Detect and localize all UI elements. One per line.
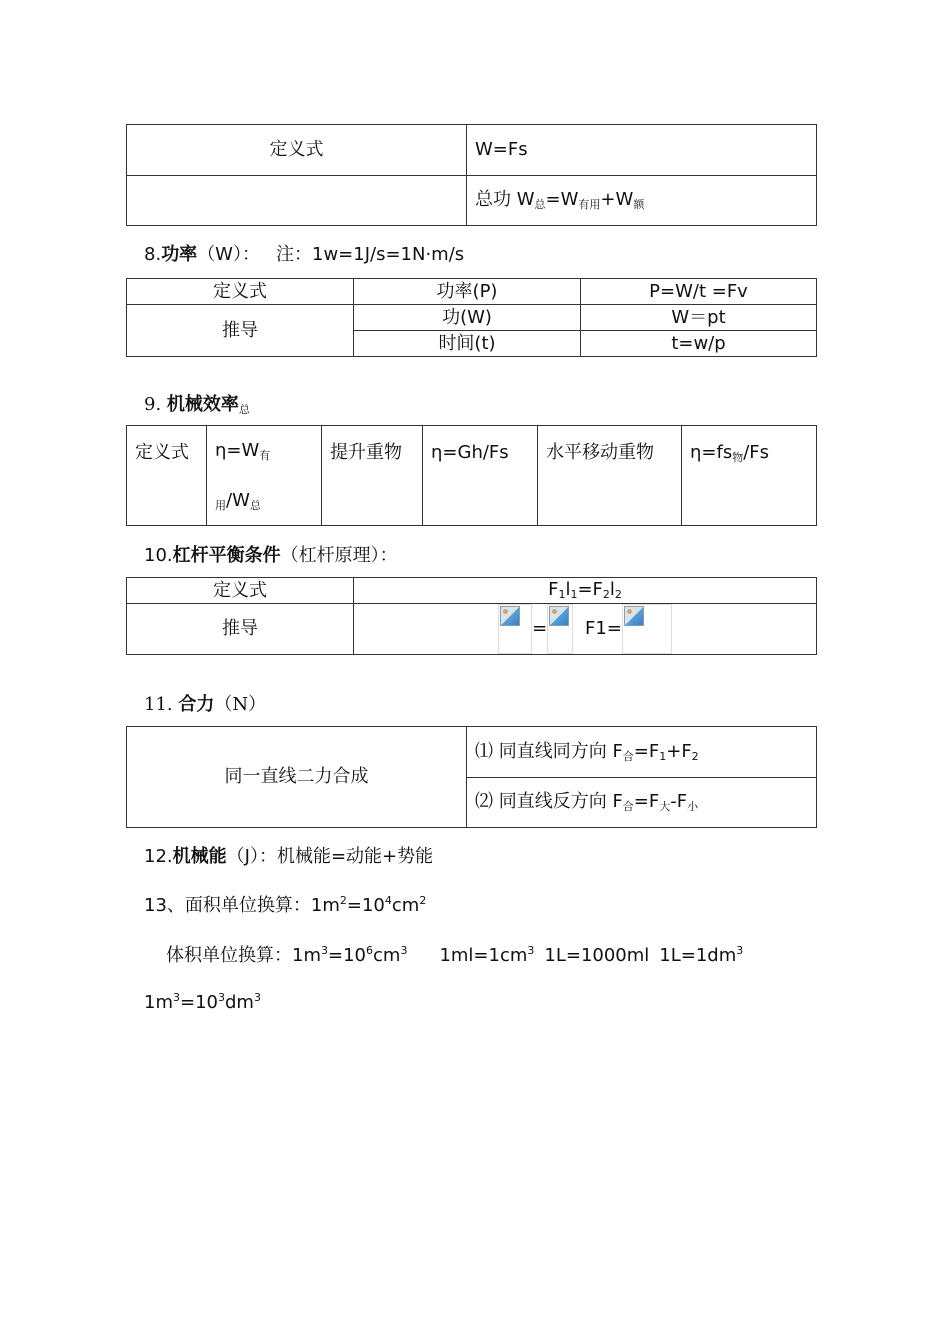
time-quantity: 时间(t) [354, 331, 581, 357]
heading-mechanical-energy: 12.机械能（J）：机械能=动能+势能 [144, 846, 434, 867]
lifting-formula: η=Gh/Fs [423, 426, 538, 526]
resultant-force-table [126, 726, 817, 828]
broken-image-icon [622, 604, 672, 654]
efficiency-table [126, 425, 817, 526]
work-from-power-formula: W＝pt [581, 305, 817, 331]
power-def-label: 定义式 [127, 279, 354, 305]
same-direction-formula: ⑴ 同直线同方向 $F_合=F_1+F_2$ [467, 727, 817, 778]
lever-def-formula: $F_1l_1=F_2l_2$ [354, 578, 817, 604]
total-work-formula: 总功 $W_总=W_{有用}+W_额$ [467, 176, 817, 226]
heading-lever: 10.杠杆平衡条件（杠杆原理）： [144, 545, 398, 566]
horizontal-label: 水平移动重物 [538, 426, 682, 526]
lever-def-label: 定义式 [127, 578, 354, 604]
time-formula: t=w/p [581, 331, 817, 357]
broken-image-icon [498, 604, 532, 654]
broken-image-icon [547, 604, 573, 654]
efficiency-def-formula: $\eta=W_有$ $_用/W_总$ [207, 426, 322, 526]
efficiency-def-label: 定义式 [127, 426, 207, 526]
heading-efficiency: 9. 机械效率$_总$ [144, 394, 250, 416]
lever-table [126, 577, 817, 655]
collinear-forces-label: 同一直线二力合成 [127, 727, 467, 828]
lifting-label: 提升重物 [322, 426, 423, 526]
volume-unit-conversion: 体积单位换算：$1m^3=10^6cm^3$ $1ml=1cm^3$ 1L=1000ml $1L=1dm^3$ [166, 944, 744, 966]
horizontal-formula: $\eta=fs_物/Fs$ [682, 426, 817, 526]
lever-derive-label: 推导 [127, 604, 354, 655]
heading-power: 8.功率（W）： 注：1w=1J/s=1N·m/s [144, 244, 465, 265]
power-formula: P=W/t =Fv [581, 279, 817, 305]
lever-derive-formula: = F1= [354, 604, 817, 655]
heading-resultant-force: 11. 合力（N） [144, 694, 267, 715]
work-quantity: 功(W) [354, 305, 581, 331]
work-empty-cell [127, 176, 467, 226]
work-table [126, 124, 817, 226]
work-def-formula: W=Fs [467, 125, 817, 176]
power-quantity: 功率(P) [354, 279, 581, 305]
power-table [126, 278, 817, 357]
power-derive-label: 推导 [127, 305, 354, 357]
opposite-direction-formula: ⑵ 同直线反方向 $F_合=F_大-F_小$ [467, 778, 817, 828]
area-unit-conversion: 13、面积单位换算：$1m^2=10^4cm^2$ [144, 894, 427, 916]
volume-unit-conversion-dm: $1m^3=10^3dm^3$ [144, 991, 261, 1013]
work-def-label: 定义式 [127, 125, 467, 176]
